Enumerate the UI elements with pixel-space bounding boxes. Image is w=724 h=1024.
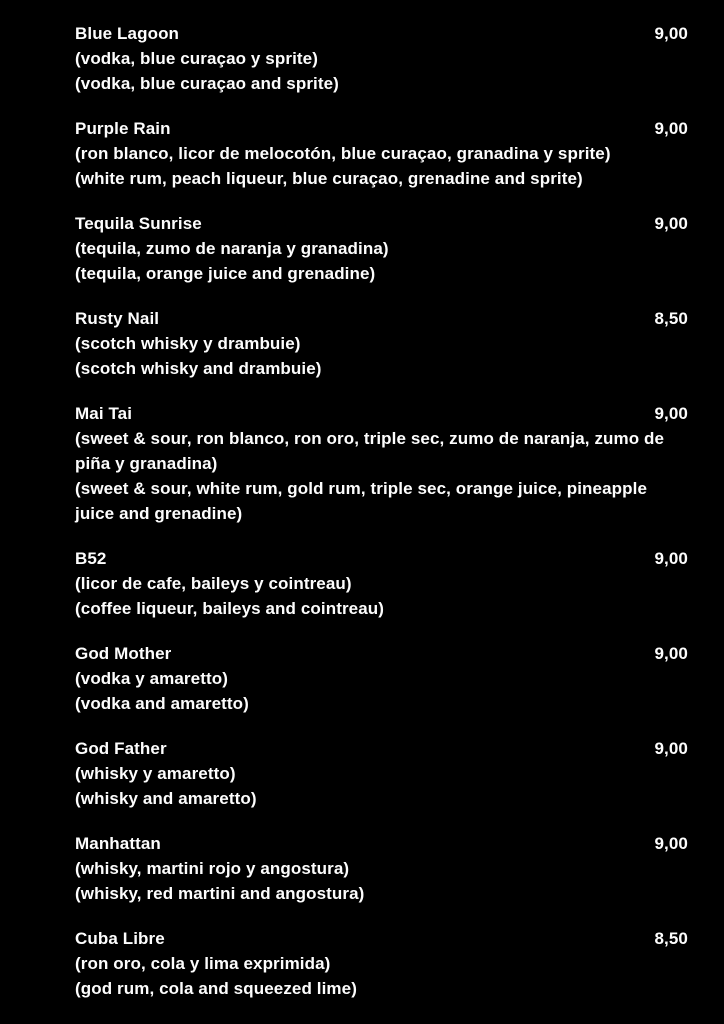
menu-item: [75, 546, 688, 621]
cocktail-name: Tequila Sunrise: [75, 214, 202, 233]
ingredients-english: (white rum, peach liqueur, blue curaçao, grenadine and sprite): [75, 169, 583, 188]
cocktail-price: 9,00: [654, 119, 688, 138]
cocktail-price: 9,00: [654, 549, 688, 568]
menu-item-header: [75, 401, 688, 426]
ingredients-spanish: (scotch whisky y drambuie): [75, 334, 301, 353]
menu-item: [75, 21, 688, 96]
menu-item: [75, 926, 688, 1001]
ingredients-english: (coffee liqueur, baileys and cointreau): [75, 599, 385, 618]
ingredients-english: (vodka, blue curaçao and sprite): [75, 74, 339, 93]
menu-item: [75, 831, 688, 906]
cocktail-price: 9,00: [654, 834, 688, 853]
ingredients-english: (whisky and amaretto): [75, 789, 257, 808]
cocktail-price: 9,00: [654, 24, 688, 43]
ingredients-spanish: (vodka, blue curaçao y sprite): [75, 49, 318, 68]
ingredients-spanish: (tequila, zumo de naranja y granadina): [75, 239, 389, 258]
cocktail-price: 9,00: [654, 644, 688, 663]
cocktail-name: God Mother: [75, 644, 172, 663]
menu-item: [75, 736, 688, 811]
ingredients-spanish: (ron blanco, licor de melocotón, blue curaçao, granadina y sprite): [75, 144, 611, 163]
cocktail-name: Cuba Libre: [75, 929, 165, 948]
cocktail-name: Purple Rain: [75, 119, 171, 138]
menu-item: [75, 306, 688, 381]
menu-item: [75, 401, 688, 526]
cocktail-name: God Father: [75, 739, 167, 758]
cocktail-name: Blue Lagoon: [75, 24, 180, 43]
cocktail-name: B52: [75, 549, 107, 568]
ingredients-english: (tequila, orange juice and grenadine): [75, 264, 376, 283]
menu-item-header: [75, 21, 688, 46]
menu-item: [75, 116, 688, 191]
ingredients-spanish: (whisky y amaretto): [75, 764, 236, 783]
cocktail-price: 9,00: [654, 404, 688, 423]
cocktail-name: Mai Tai: [75, 404, 133, 423]
ingredients-spanish: (vodka y amaretto): [75, 669, 228, 688]
menu-item-header: [75, 306, 688, 331]
ingredients-english: (sweet & sour, white rum, gold rum, triple sec, orange juice, pineapple juice and grenadine): [75, 479, 648, 523]
menu-item-header: [75, 116, 688, 141]
ingredients-spanish: (sweet & sour, ron blanco, ron oro, triple sec, zumo de naranja, zumo de piña y granadina): [75, 429, 665, 473]
menu-item-header: [75, 926, 688, 951]
menu-item: [75, 641, 688, 716]
menu-item-header: [75, 641, 688, 666]
cocktail-price: 8,50: [654, 929, 688, 948]
ingredients-english: (whisky, red martini and angostura): [75, 884, 365, 903]
cocktail-price: 8,50: [654, 309, 688, 328]
cocktail-name: Manhattan: [75, 834, 161, 853]
ingredients-spanish: (licor de cafe, baileys y cointreau): [75, 574, 352, 593]
cocktail-name: Rusty Nail: [75, 309, 160, 328]
ingredients-spanish: (ron oro, cola y lima exprimida): [75, 954, 331, 973]
menu-item-header: [75, 211, 688, 236]
cocktail-price: 9,00: [654, 739, 688, 758]
ingredients-english: (god rum, cola and squeezed lime): [75, 979, 357, 998]
menu-item-header: [75, 546, 688, 571]
menu-item-header: [75, 831, 688, 856]
ingredients-spanish: (whisky, martini rojo y angostura): [75, 859, 350, 878]
ingredients-english: (scotch whisky and drambuie): [75, 359, 322, 378]
menu-item-header: [75, 736, 688, 761]
cocktail-price: 9,00: [654, 214, 688, 233]
ingredients-english: (vodka and amaretto): [75, 694, 249, 713]
menu-item: [75, 211, 688, 286]
